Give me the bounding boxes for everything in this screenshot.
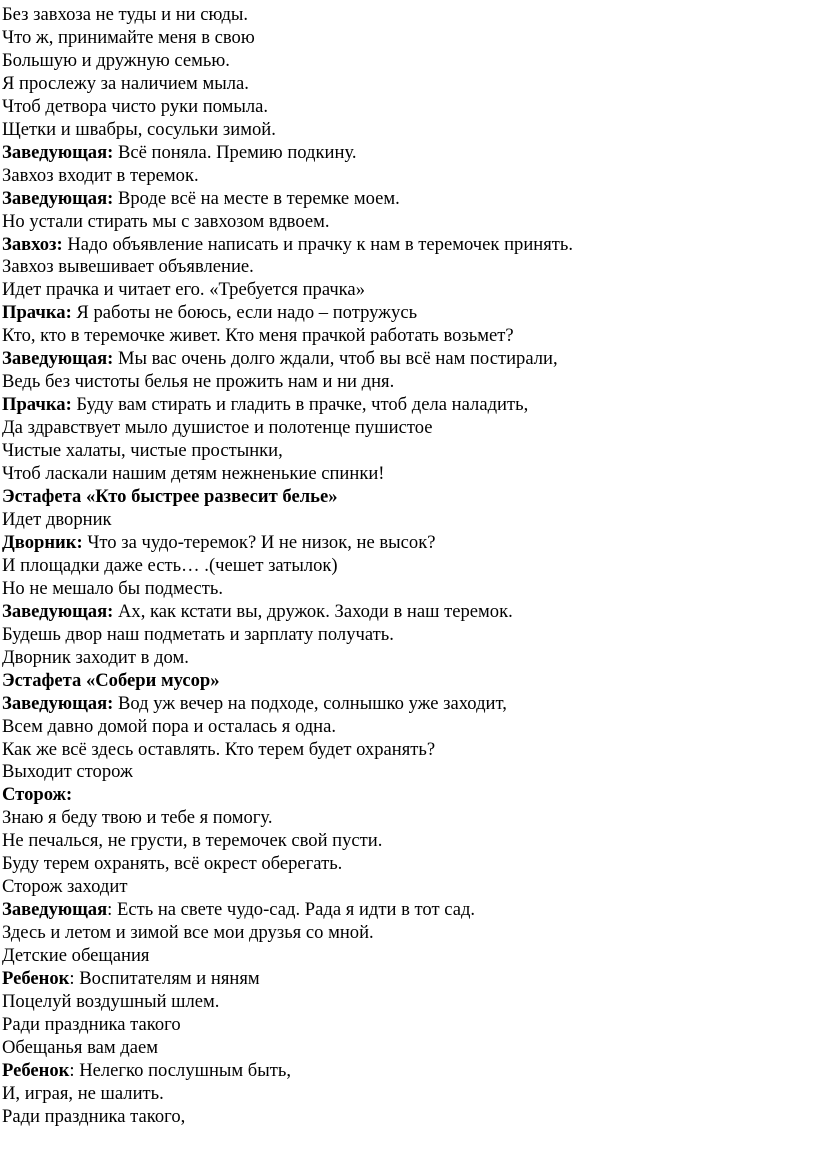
line-text: Вроде всё на месте в теремке моем. [113,187,400,209]
line-text: Надо объявление написать и прачку к нам в теремочек принять. [62,233,574,255]
speaker-label: Заведующая: [2,141,114,163]
text-line [2,1083,816,1106]
speaker-label: Заведующая: [2,187,114,209]
line-text: Как же всё здесь оставлять. Кто терем будет охранять? [2,738,436,760]
text-line [2,119,816,142]
text-line [2,1037,816,1060]
text-line [2,922,816,945]
line-text: Будешь двор наш подметать и зарплату получать. [2,623,394,645]
line-text: Завхоз входит в теремок. [2,164,199,186]
text-line [2,142,816,165]
line-text: Что за чудо-теремок? И не низок, не высок? [82,531,436,553]
line-text: Детские обещания [2,945,150,967]
text-line [2,739,816,762]
line-text: Идет прачка и читает его. «Требуется прачка» [2,279,365,301]
text-line [2,463,816,486]
line-text: Ради праздника такого [2,1013,181,1035]
text-line [2,670,816,693]
line-text: Без завхоза не туды и ни сюды. [2,4,249,25]
text-line [2,1060,816,1083]
text-line [2,853,816,876]
line-text: Обещанья вам даем [2,1036,159,1058]
line-text: Но устали стирать мы с завхозом вдвоем. [2,210,330,232]
line-text: И, играя, не шалить. [2,1082,164,1104]
line-text: : Воспитателям и няням [69,968,260,990]
text-line [2,578,816,601]
line-text: Выходит сторож [2,761,133,783]
text-line [2,279,816,302]
speaker-label: Заведующая: [2,692,114,714]
text-line [2,1106,816,1129]
speaker-label: Заведующая [2,899,108,921]
speaker-label: Эстафета «Кто быстрее развесит белье» [2,486,338,508]
document-body [2,4,816,1129]
line-text: Чтоб детвора чисто руки помыла. [2,95,269,117]
line-text: Буду терем охранять, всё окрест оберегать. [2,853,343,875]
text-line [2,716,816,739]
line-text: Вод уж вечер на подходе, солнышко уже заходит, [113,692,507,714]
text-line [2,211,816,234]
line-text: Сторож заходит [2,876,128,898]
line-text: Знаю я беду твою и тебе я помогу. [2,807,273,829]
text-line [2,647,816,670]
speaker-label: Сторож: [2,784,73,806]
line-text: Буду вам стирать и гладить в прачке, чтоб дела наладить, [71,394,529,416]
text-line [2,256,816,279]
text-line [2,50,816,73]
text-line [2,624,816,647]
line-text: Но не мешало бы подместь. [2,577,223,599]
speaker-label: Заведующая: [2,348,114,370]
text-line [2,27,816,50]
text-line [2,486,816,509]
line-text: Идет дворник [2,508,112,530]
line-text: Что ж, принимайте меня в свою [2,26,255,48]
line-text: И площадки даже есть… .(чешет затылок) [2,554,338,576]
text-line [2,761,816,784]
speaker-label: Ребенок [2,968,70,990]
line-text: Не печалься, не грусти, в теремочек свой пусти. [2,830,383,852]
text-line [2,417,816,440]
text-line [2,945,816,968]
line-text: Ах, как кстати вы, дружок. Заходи в наш теремок. [113,600,513,622]
line-text: Чтоб ласкали нашим детям нежненькие спинки! [2,463,385,485]
speaker-label: Дворник: [2,531,83,553]
line-text: Я прослежу за наличием мыла. [2,72,249,94]
text-line [2,693,816,716]
text-line [2,509,816,532]
line-text: Всем давно домой пора и осталась я одна. [2,715,337,737]
text-line [2,1014,816,1037]
text-line [2,601,816,624]
speaker-label: Ребенок [2,1059,70,1081]
text-line [2,532,816,555]
text-line [2,876,816,899]
line-text: Завхоз вывешивает объявление. [2,256,254,278]
text-line [2,394,816,417]
text-line [2,73,816,96]
line-text: Я работы не боюсь, если надо – потружусь [71,302,418,324]
text-line [2,96,816,119]
speaker-label: Прачка: [2,394,72,416]
line-text: Кто, кто в теремочке живет. Кто меня прачкой работать возьмет? [2,325,514,347]
line-text: Здесь и летом и зимой все мои друзья со мной. [2,922,374,944]
text-line [2,325,816,348]
line-text: Ведь без чистоты белья не прожить нам и ни дня. [2,371,395,393]
text-line [2,991,816,1014]
text-line [2,4,816,27]
line-text: Да здравствует мыло душистое и полотенце пушистое [2,417,433,439]
line-text: Всё поняла. Премию подкину. [113,141,357,163]
text-line [2,555,816,578]
line-text: : Есть на свете чудо-сад. Рада я идти в тот сад. [107,899,476,921]
text-line [2,188,816,211]
text-line [2,348,816,371]
line-text: Щетки и швабры, сосульки зимой. [2,118,276,140]
line-text: Большую и дружную семью. [2,49,230,71]
speaker-label: Эстафета «Собери мусор» [2,669,220,691]
text-line [2,899,816,922]
text-line [2,371,816,394]
text-line [2,440,816,463]
text-line [2,302,816,325]
line-text: Дворник заходит в дом. [2,646,189,668]
text-line [2,165,816,188]
line-text: : Нелегко послушным быть, [69,1059,292,1081]
speaker-label: Завхоз: [2,233,63,255]
text-line [2,830,816,853]
line-text: Чистые халаты, чистые простынки, [2,440,283,462]
speaker-label: Прачка: [2,302,72,324]
line-text: Ради праздника такого, [2,1105,186,1127]
speaker-label: Заведующая: [2,600,114,622]
line-text: Мы вас очень долго ждали, чтоб вы всё нам постирали, [113,348,558,370]
text-line [2,968,816,991]
text-line [2,807,816,830]
text-line [2,234,816,257]
text-line [2,784,816,807]
line-text: Поцелуй воздушный шлем. [2,990,220,1012]
